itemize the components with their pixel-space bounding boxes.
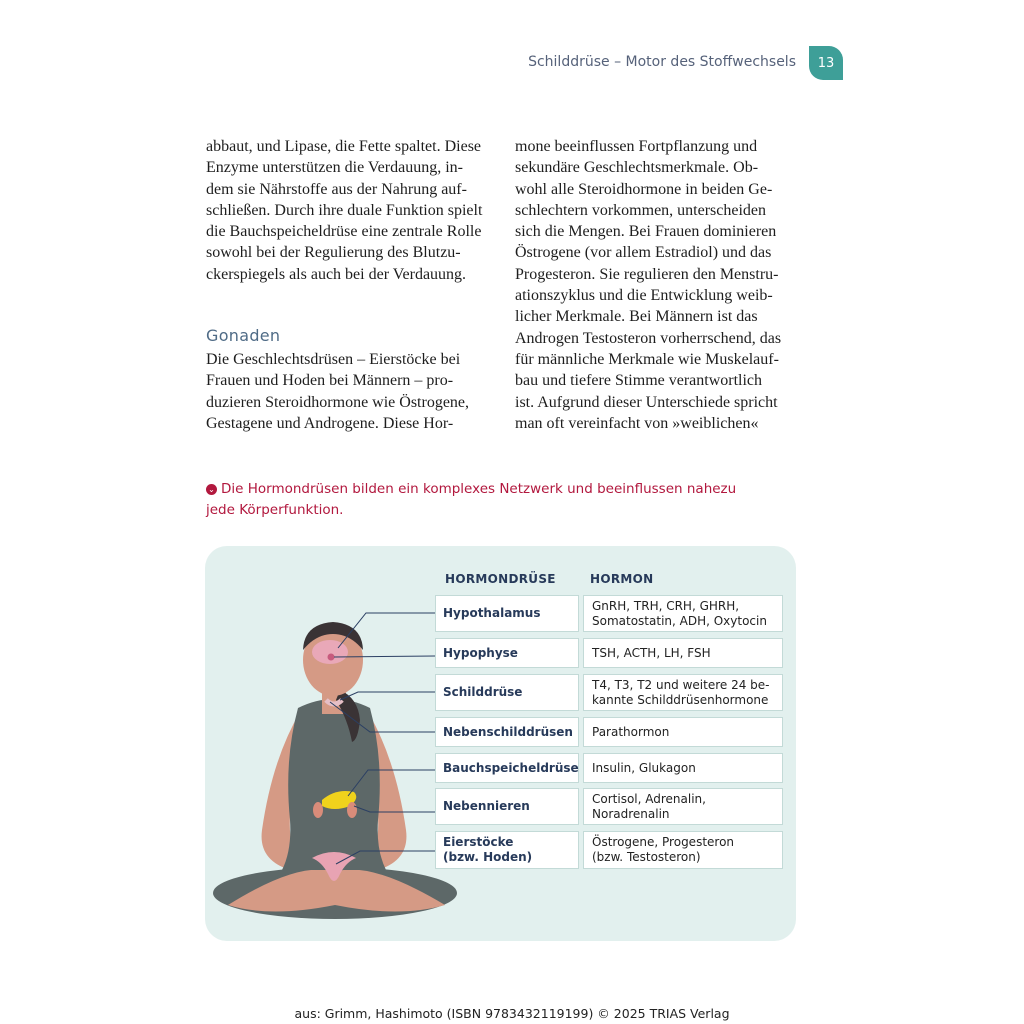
column-header-hormone: HORMON bbox=[590, 572, 654, 586]
gland-label: Nebenschilddrüsen bbox=[443, 724, 573, 739]
hypothalamus-mark bbox=[312, 640, 348, 664]
text-line: für männliche Merkmale wie Muskelauf- bbox=[515, 350, 779, 368]
text-line: bau und tiefere Stimme verantwortlich bbox=[515, 372, 763, 390]
text-line: ationszyklus und die Entwicklung weib- bbox=[515, 287, 773, 305]
hormone-cell-hypothalamus bbox=[583, 595, 783, 632]
running-header-title: Schilddrüse – Motor des Stoffwechsels bbox=[528, 54, 796, 70]
hormone-label: T4, T3, T2 und weitere 24 be- kannte Schilddrüsenhormone bbox=[592, 677, 770, 707]
text-line: Enzyme unterstützen die Verdauung, in- bbox=[206, 159, 463, 177]
gland-label: Nebennieren bbox=[443, 799, 530, 813]
page-number-badge: 13 bbox=[809, 46, 843, 80]
hormone-cell-eierstoecke bbox=[583, 831, 783, 869]
gland-cell-nebenschilddruesen bbox=[435, 717, 579, 747]
gland-cell-hypophyse bbox=[435, 638, 579, 668]
hormone-label: Insulin, Glukagon bbox=[592, 760, 696, 775]
text-line: man oft vereinfacht von »weiblichen« bbox=[515, 414, 759, 432]
column-header-gland: HORMONDRÜSE bbox=[445, 572, 556, 586]
text-line: sich die Mengen. Bei Frauen dominieren bbox=[515, 223, 777, 241]
text-line: dem sie Nährstoffe aus der Nahrung auf- bbox=[206, 180, 467, 198]
source-footer: aus: Grimm, Hashimoto (ISBN 9783432119199) © 2025 TRIAS Verlag bbox=[294, 1006, 730, 1021]
gland-label: Schilddrüse bbox=[443, 685, 523, 699]
text-line: schlechtern vorkommen, unterscheiden bbox=[515, 201, 767, 219]
text-line: Östrogene (vor allem Estradiol) und das bbox=[515, 244, 772, 262]
text-line: licher Merkmale. Bei Männern ist das bbox=[515, 308, 758, 326]
hormone-label: Parathormon bbox=[592, 724, 670, 739]
kidney-right bbox=[347, 802, 357, 818]
text-line: sowohl bei der Regulierung des Blutzu- bbox=[206, 244, 461, 262]
gland-label: Bauchspeicheldrüse bbox=[443, 760, 579, 775]
hormone-label: TSH, ACTH, LH, FSH bbox=[592, 645, 711, 660]
section-subheading: Gonaden bbox=[206, 326, 281, 345]
caption-line-2: jede Körperfunktion. bbox=[206, 502, 344, 518]
text-line: wohl alle Steroidhormone in beiden Ge- bbox=[515, 180, 773, 198]
text-line: mone beeinflussen Fortpflanzung und bbox=[515, 138, 758, 155]
kidney-left bbox=[313, 802, 323, 818]
hormone-cell-hypophyse bbox=[583, 638, 783, 668]
torso-top bbox=[282, 699, 386, 870]
hormone-cell-bauchspeicheldruese bbox=[583, 753, 783, 783]
text-line: abbaut, und Lipase, die Fette spaltet. Diese bbox=[206, 138, 482, 155]
text-line: Die Geschlechtsdrüsen – Eierstöcke bei bbox=[206, 351, 461, 368]
hypophyse-mark bbox=[328, 654, 335, 661]
text-line: sekundäre Geschlechtsmerkmale. Ob- bbox=[515, 159, 759, 177]
gland-cell-hypothalamus bbox=[435, 595, 579, 632]
text-line: ist. Aufgrund dieser Unterschiede spricht bbox=[515, 393, 778, 411]
gland-label: Hypophyse bbox=[443, 645, 518, 660]
text-line: die Bauchspeicheldrüse eine zentrale Rolle bbox=[206, 223, 482, 241]
chevron-down-icon: ⌄ bbox=[206, 484, 217, 495]
text-line: Gestagene und Androgene. Diese Hor- bbox=[206, 414, 454, 432]
text-line: Progesteron. Sie regulieren den Menstru- bbox=[515, 265, 779, 283]
hormone-label: Cortisol, Adrenalin, Noradrenalin bbox=[592, 791, 706, 821]
gland-label: Hypothalamus bbox=[443, 606, 541, 620]
gland-cell-bauchspeicheldruese bbox=[435, 753, 579, 783]
hormone-label: Östrogene, Progesteron (bzw. Testosteron) bbox=[592, 835, 735, 864]
gland-cell-eierstoecke bbox=[435, 831, 579, 869]
hormone-cell-schilddruese bbox=[583, 674, 783, 711]
hormone-label: GnRH, TRH, CRH, GHRH, Somatostatin, ADH, Oxytocin bbox=[592, 598, 767, 628]
leader-schilddruese bbox=[340, 692, 435, 700]
text-line: duzieren Steroidhormone wie Östrogene, bbox=[206, 393, 470, 411]
caption-line-1: Die Hormondrüsen bilden ein komplexes Netzwerk und beeinflussen nahezu bbox=[221, 481, 737, 497]
gland-cell-nebennieren bbox=[435, 788, 579, 825]
gland-cell-schilddruese bbox=[435, 674, 579, 711]
gland-label: Eierstöcke (bzw. Hoden) bbox=[443, 835, 533, 864]
text-line: ckerspiegels als auch bei der Verdauung. bbox=[206, 265, 467, 283]
text-line: schließen. Durch ihre duale Funktion spielt bbox=[206, 201, 483, 219]
hormone-cell-nebennieren bbox=[583, 788, 783, 825]
text-line: Frauen und Hoden bei Männern – pro- bbox=[206, 372, 454, 390]
hormone-cell-nebenschilddruesen bbox=[583, 717, 783, 747]
text-line: Androgen Testosteron vorherrschend, das bbox=[515, 329, 782, 347]
